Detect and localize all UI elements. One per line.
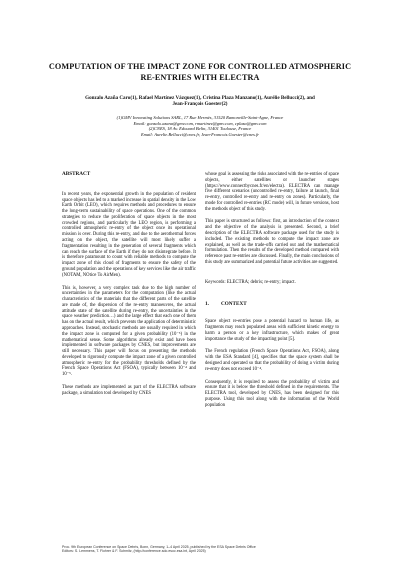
- context-paragraph: Consequently, it is required to assess the probability of victim and ensure that it is below the threshold defined in the requirements. The ELECTRA tool, developed by CNES, has been designed for this purpose. Using this tool along with the information of the World population: [205, 379, 339, 408]
- author-list: [40, 95, 360, 108]
- affiliation-line: (2)CNES, 18 Av. Edouard Belin, 31401 Toulouse, France: [148, 126, 252, 132]
- keywords: Keywords: ELECTRA; debris; re-entry; impact.: [205, 279, 296, 285]
- footer-line: Editors: S. Lemmens, T. Flohrer & F. Schmitz, (http://conference.sdo.esoc.esa.int, April 2025): [62, 549, 206, 554]
- footer-line: Proc. 9th European Conference on Space Debris, Bonn, Germany, 1–4 April 2025, published by the ESA Space Debris Office: [62, 545, 256, 549]
- section-heading: [205, 302, 339, 308]
- authors-line: Gonzalo Azaña Caro(1), Rafael Martínez Vázquez(1), Cristina Plaza Manzano(1), Aurélie Bellucci(2), and: [85, 95, 315, 101]
- authors-line: Jean-François Goester(2): [172, 101, 228, 108]
- affiliation-email: Email: gonzalo.azana@gmv.com, rmartinez@gmv.com, cplaza@gmv.com: [133, 120, 267, 126]
- section-title: CONTEXT: [221, 300, 247, 307]
- abstract-heading: ABSTRACT: [62, 171, 91, 177]
- title-line: COMPUTATION OF THE IMPACT ZONE FOR CONTROLLED ATMOSPHERIC: [48, 62, 352, 71]
- affiliations: [40, 115, 360, 137]
- abstract-paragraph: In recent years, the exponential growth in the population of resident space objects has led to a marked increase in spatial density in the Low Earth Orbit (LEO), which requires methods and procedures to ensure the long-term sustainability of space operations. One of the common strategies to reduce the proliferation of space objects in the most crowded regions, and particularly the LEO region, is performing a controlled atmospheric re-entry of the object once its operational mission is over. During this re-entry, and due to the aerothermal forces acting on the object, the satellite will most likely suffer a fragmentation resulting in the generation of several fragments which can reach the surface of the Earth if they do not disintegrate before. It is therefore paramount to count with reliable methods to compute the impact zone of this cloud of fragments to ensure the safety of the ground population and the operations of key services like the air traffic (NOTAM, NOtice To AirMen).: [62, 191, 196, 278]
- affiliation-email: Email: Aurelie.Bellucci@cnes.fr, Jean-Francois.Goester@cnes.fr: [140, 131, 260, 137]
- section-number: 1.: [205, 300, 209, 307]
- abstract-paragraph: These methods are implemented as part of the ELECTRA software package, a simulation tool developed by CNES: [62, 385, 196, 396]
- body-paragraph: This paper is structured as follows: first, an introduction of the context and the objective of the analysis is presented. Second, a brief description of the ELECTRA software package used for the study is included. The existing methods to compute the impact zone are explained, as well as the trade-offs carried out and the mathematical formulation. Then the results of the developed method compared with reference past re-entries are discussed. Finally, the main conclusions of this study are summarized and potential future activities are suggested.: [205, 219, 339, 265]
- abstract-paragraph: This is, however, a very complex task due to the high number of uncertainties in the parameters for the computation (like the actual characteristics of the materials that the different parts of the satellite are made of, the dispersion of the re-entry manoeuvres, the actual attitude state of the satellite during re-entry, the uncertainties in the space weather prediction…) and the large effect that each one of them has on the actual result, which prevents the application of deterministic approaches. Instead, stochastic methods are usually required in which the impact zone is computed for a given probability (10⁻⁵) in the mathematical sense. Some algorithms already exist and have been implemented in software packages by CNES, but improvements are still necessary. This paper will focus on presenting the methods developed to rigorously compute the impact zone of a given controlled atmospheric re-entry for the probability thresholds defined by the French Space Operations Act (FSOA), typically between 10⁻⁴ and 10⁻⁵.: [62, 285, 196, 378]
- affiliation-line: (1)GMV Innovating Solutions SARL, 17 Rue Hermès, 31520 Ramonville-Saint-Agne, France: [116, 115, 284, 120]
- body-paragraph: whose goal is assessing the risks associated with the re-entries of space objects, either satellites or launcher stages (https://www.connectbycnes.fr/en/electra). ELECTRA can manage five different scenarios (uncontrolled re-entry, failure at launch, final re-entry, controlled re-entry and re-entry on zones). Particularly, the mode for controlled re-entries (RC mode) will, in future versions, host the methods object of this study.: [205, 172, 339, 212]
- context-paragraph: Space object re-entries pose a potential hazard to human life, as fragments may reach populated areas with sufficient kinetic energy to harm a person or a key infrastructure, which makes of great importance the study of the impacting point [5].: [205, 319, 339, 342]
- title-line: RE-ENTRIES WITH ELECTRA: [140, 72, 260, 82]
- context-paragraph: The French regulation (French Space Operations Act, FSOA), along with the ESA Standard [4], specifies that the space system shall be designed and operated so that the probability of doing a victim during re-entry does not exceed 10⁻⁴.: [205, 349, 339, 372]
- paper-title: [40, 62, 360, 83]
- right-column: [205, 172, 339, 415]
- page-footer: [62, 545, 352, 554]
- left-column: [62, 172, 196, 404]
